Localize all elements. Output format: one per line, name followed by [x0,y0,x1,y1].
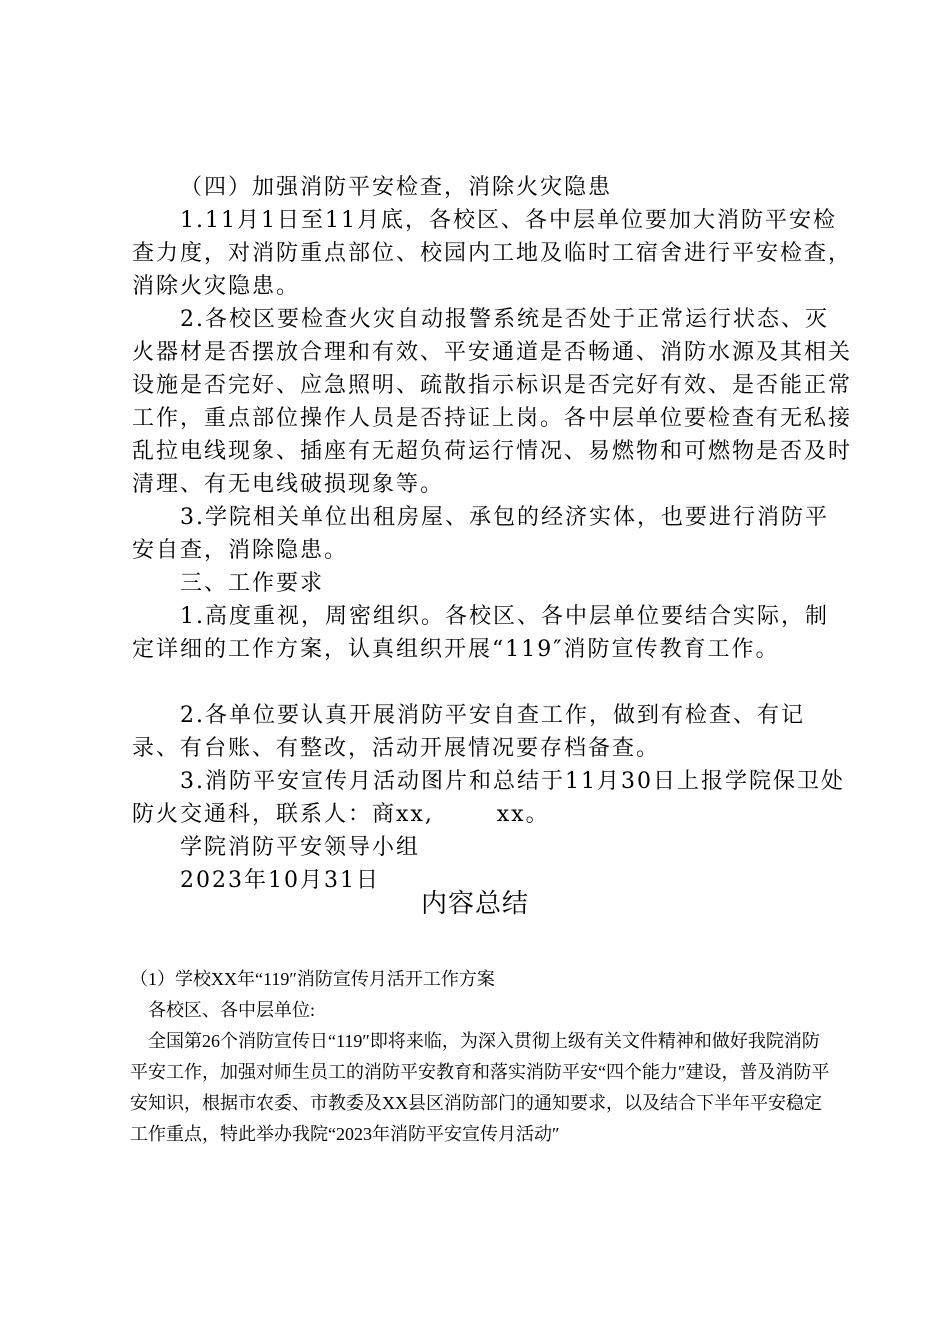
summary-line-3: 全国第26个消防宣传日“119″即将来临，为深入贯彻上级有关文件精神和做好我院消防平安工作，加强对师生员工的消防平安教育和落实消防平安“四个能力″建设，普及消防平安知识，根据市农委、市教委及XX县区消防部门的通知要求，以及结合下半年平安稳定工作重点，特此举办我院“2023年消防平安宣传月活动″ [130,1031,830,1144]
paragraph-item-4-3: 3.学院相关单位出租房屋、承包的经济实体，也要进行消防平安自查，消除隐患。 [132,505,829,563]
heading-work-requirements: 三、工作要求 [180,571,325,596]
paragraph-item-4-2: 2.各校区要检查火灾自动报警系统是否处于正常运行状态、灭火器材是否摆放合理和有效、平安通道是否畅通、消防水源及其相关设施是否完好、应急照明、疏散指示标识是否完好有效、是否能正常工作，重点部位操作人员是否持证上岗。各中层单位要检查有无私接乱拉电线现象、插座有无超负荷运行情况、易燃物和可燃物是否及时清理、有无电线破损现象等。 [132,307,853,497]
section-heading: （四）加强消防平安检查，消除火灾隐患 [180,175,613,200]
paragraph-requirement-3: 3.消防平安宣传月活动图片和总结于11月30日上报学院保卫处防火交通科，联系人：商xx, xx。 [132,769,845,827]
signature-organization: 学院消防平安领导小组 [180,835,421,860]
summary-line-2: 各校区、各中层单位: [148,1000,316,1020]
document-body [132,171,852,897]
summary-body [130,964,835,1150]
paragraph-requirement-2: 2.各单位要认真开展消防平安自查工作，做到有检查、有记录、有台账、有整改，活动开展情况要存档备查。 [132,703,805,761]
paragraph-item-4-1: 1.11月1日至11月底，各校区、各中层单位要加大消防平安检查力度，对消防重点部位、校园内工地及临时工宿舍进行平安检查，消除火灾隐患。 [132,208,853,299]
summary-title: 内容总结 [420,889,529,919]
paragraph-spacer [132,666,852,699]
summary-line-1: （1）学校XX年“119″消防宣传月活开工作方案 [130,969,495,989]
paragraph-requirement-1: 1.高度重视，周密组织。各校区、各中层单位要结合实际，制定详细的工作方案，认真组织开展“119″消防宣传教育工作。 [132,604,829,662]
signature-date: 2023年10月31日 [180,868,380,893]
